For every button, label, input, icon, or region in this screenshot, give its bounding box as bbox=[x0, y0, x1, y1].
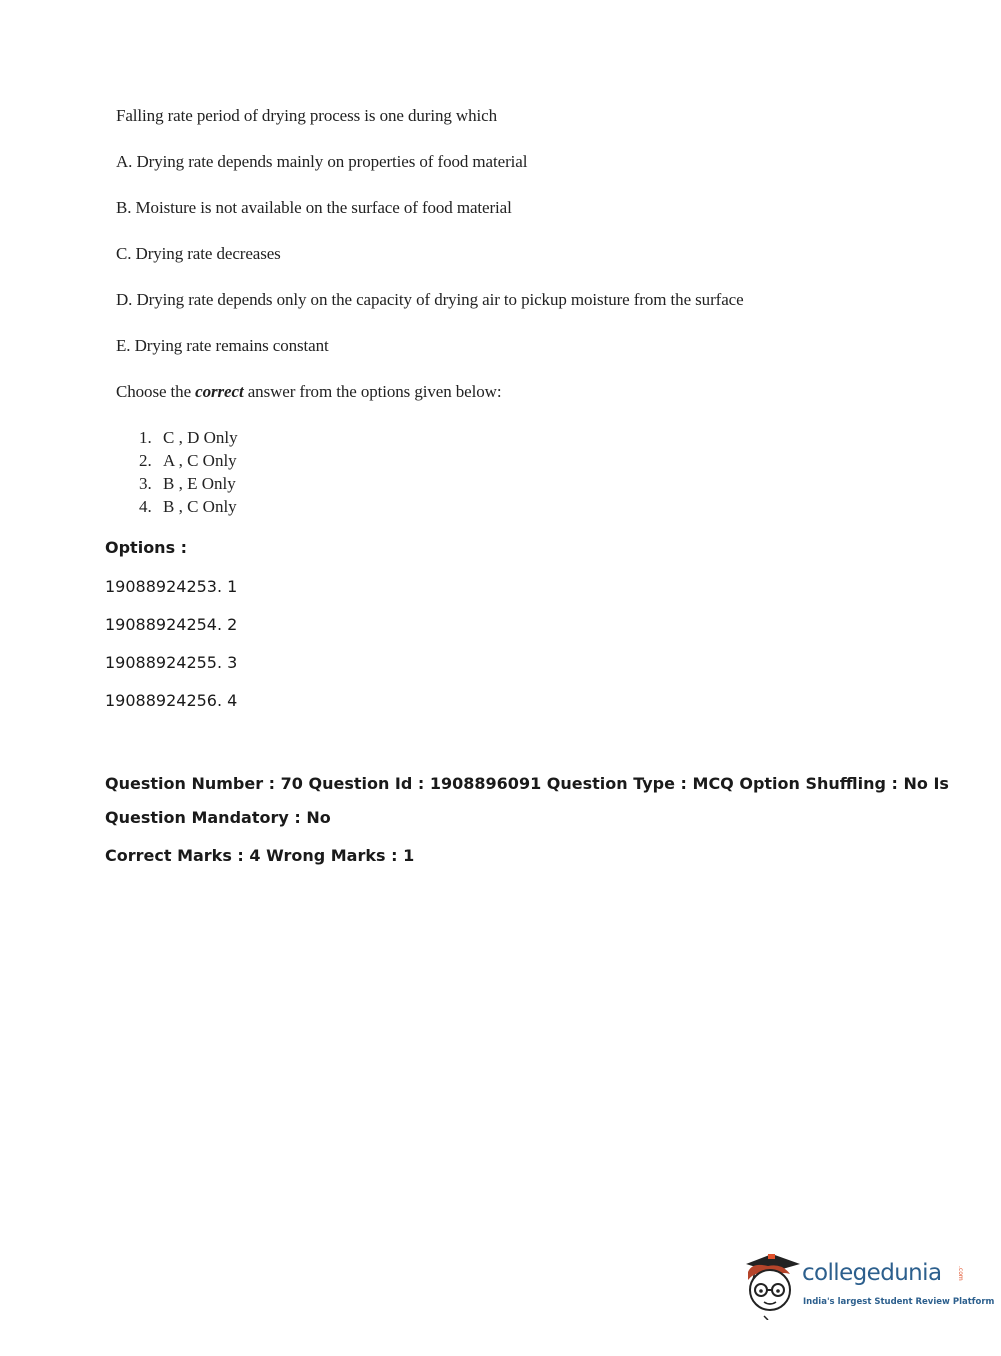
logo-wordmark: collegedunia bbox=[802, 1260, 942, 1286]
logo-tagline: India's largest Student Review Platform bbox=[803, 1297, 995, 1307]
choice-item: 4. B , C Only bbox=[139, 497, 237, 516]
instruction: Choose the correct answer from the options given below: bbox=[116, 382, 502, 401]
question-stem: Falling rate period of drying process is one during which bbox=[116, 106, 497, 125]
statement-c: C. Drying rate decreases bbox=[116, 244, 281, 263]
logo-suffix: .com bbox=[957, 1266, 964, 1281]
choice-item: 1. C , D Only bbox=[139, 428, 238, 447]
collegedunia-logo bbox=[742, 1250, 995, 1320]
question-meta-line2: Question Mandatory : No bbox=[105, 808, 331, 827]
question-meta-line1: Question Number : 70 Question Id : 1908896091 Question Type : MCQ Option Shuffling : No Is bbox=[105, 774, 949, 793]
option-item: 19088924256. 4 bbox=[105, 691, 238, 710]
choice-list bbox=[139, 426, 238, 518]
option-item: 19088924255. 3 bbox=[105, 653, 238, 672]
statement-e: E. Drying rate remains constant bbox=[116, 336, 329, 355]
option-item: 19088924253. 1 bbox=[105, 577, 238, 596]
option-item: 19088924254. 2 bbox=[105, 615, 238, 634]
mascot-icon bbox=[742, 1250, 800, 1320]
statement-b: B. Moisture is not available on the surface of food material bbox=[116, 198, 512, 217]
choice-item: 2. A , C Only bbox=[139, 451, 237, 470]
choice-item: 3. B , E Only bbox=[139, 474, 236, 493]
statement-d: D. Drying rate depends only on the capacity of drying air to pickup moisture from the surface bbox=[116, 290, 744, 309]
options-label: Options : bbox=[105, 538, 188, 557]
statement-a: A. Drying rate depends mainly on properties of food material bbox=[116, 152, 528, 171]
marks-line: Correct Marks : 4 Wrong Marks : 1 bbox=[105, 846, 415, 865]
instruction-emphasis: correct bbox=[195, 382, 244, 401]
